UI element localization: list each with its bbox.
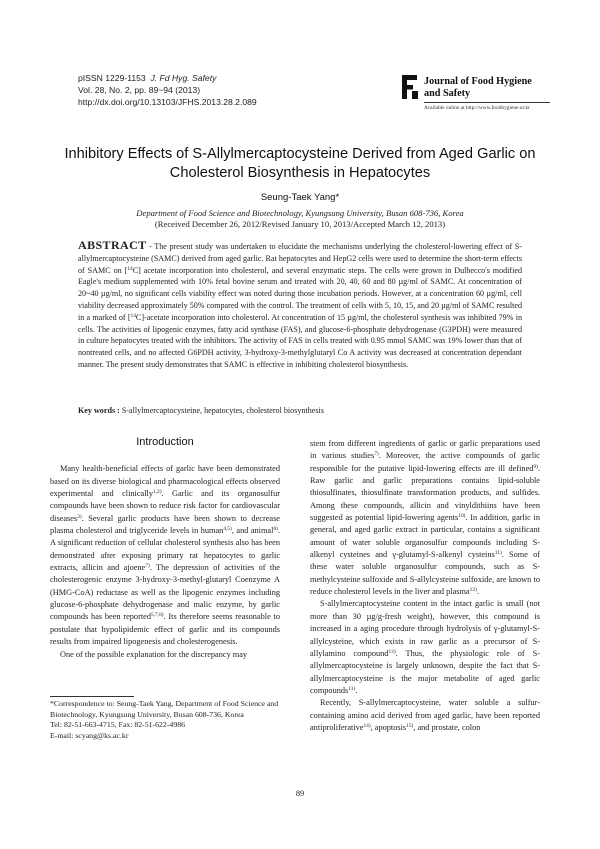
body-text: . Its therefore seems reasonable to postulate that hypolipidemic effect of garlic and its compounds results from impaired lipogenesis and cholesterogenesis. (50, 612, 281, 647)
body-text: . In addition, garlic in general, and aged garlic extract in particular, contains a significant amount of water soluble organosulfur compounds including S-alkenyl cysteines and γ-glutamyl-S-alkenyl cysteins (310, 513, 541, 560)
body-text: . Raw garlic and garlic preparations contains lipid-soluble thiosulfinates, thiosulfinate transformation products, and sulfides. Among these compounds, allicin and vinyldithiins have been suggested as potential lipid-lowering agents (310, 463, 540, 523)
citation-ref: 14) (363, 722, 371, 729)
journal-logo (400, 72, 550, 114)
citation-ref: 10) (458, 513, 466, 520)
body-text: Many health-beneficial effects of garlic have been demonstrated based on its diverse biological and pharmacological effects observed experimental and clinically (50, 464, 280, 499)
body-text: Recently, S-allylmercaptocysteine, water soluble a sulfur-containing amino acid derived from aged garlic, have been reported antiproliferative (310, 698, 540, 732)
keywords-label: Key words : (78, 406, 120, 415)
body-text: . Garlic and its organosulfur compounds have been shown to reduce risk factor for cardiovascular diseases (50, 489, 280, 523)
author-name: Seung-Taek Yang* (260, 192, 340, 203)
citation-ref: 4,5) (223, 526, 232, 533)
doi-link[interactable]: http://dx.doi.org/10.13103/JFHS.2013.28.2.089 (78, 97, 257, 107)
citation-ref: 11) (348, 685, 356, 692)
citation-ref: 1,2) (152, 489, 162, 496)
footnote-email[interactable]: E-mail: scyang@ks.ac.kr (50, 730, 129, 740)
submission-dates: (Received December 26, 2012/Revised January 10, 2013/Accepted March 12, 2013) (154, 219, 446, 229)
footnote-divider (50, 696, 134, 697)
logo-title-line1: Journal of Food Hygiene (424, 76, 532, 87)
body-text: , and prostate, colon (413, 722, 481, 732)
citation-ref: 11) (494, 550, 502, 557)
body-text: S-allylmercaptocysteine content in the intact garlic is small (not more than 30 µg/g-fresh weight), however, this compound is increased in a aging procedure through hydrolysis of γ-glutamyl-S-allylcysteine, which exists in raw garlic as a precursor of S-allylamino compound (310, 599, 540, 658)
abstract-text-1: - The present study was undertaken to elucidate the mechanisms underlying the cholesterol-lowering effect of S-allylmercaptocysteine (SAMC) derived from aged garlic. Rat hepatocytes and HepG2 cells were used to determine the short-term effects of SAMC on [ (78, 242, 522, 275)
citation-ref: 7) (145, 563, 150, 570)
logo-title-line2: and Safety (424, 87, 471, 99)
body-text: . The depression of activities of the cholesterogenic enzyme 3-hydroxy-3-methyl-glutaryl Coenzyme A (HMG-CoA) reductase as well as the lipogenic enzymes including glucose-6-phosphate dehydrogenase and malic enzyme, by garlic compounds has been reported (50, 563, 280, 622)
footnote-correspondence: *Correspondence to: Seung-Taek Yang, Department of Food Science and Biotechnology, Kyungsung University, Busan 608-736, Korea (50, 699, 279, 719)
title-line-1: Inhibitory Effects of S-Allylmercaptocysteine Derived from Aged Garlic on (64, 146, 536, 162)
footnote-phone: Tel: 82-51-663-4715, Fax: 82-51-622-4986 (50, 720, 186, 730)
citation-ref: 12) (469, 587, 477, 594)
issn: pISSN 1229-1153 (78, 73, 146, 83)
body-text: stem from different ingredients of garlic or garlic preparations used in various studies (310, 439, 540, 461)
body-text: . Some of these water soluble organosulfur compounds, such as S-methylcysteine sulfoxide and S-allylcysteine sulfoxide, are known to reduce cholesterol levels in the liver and plasma (310, 550, 540, 597)
journal-header-info (78, 72, 257, 108)
abstract (78, 240, 522, 371)
citation-ref: 5,7,8) (150, 612, 164, 619)
page-number: 89 (295, 789, 305, 798)
abstract-text-2: C] acetate incorporation into cholesterol, and several enzymatic steps. The cells were grown in Dulbecco's modified Eagle's medium supplemented with 10% fetal bovine serum and treated with 20, 40, 60 and 80 µg/ml of SAMC. At concentration of 20~40 µg/ml, no significant cells viability effect was noted during those incubation periods. However, at a concentration 60 µg/ml, cell viability decreased approximately 50% compared with the control. The treatment of cells with 5, 10, 15, and 20 µg/ml of SAMC resulted in a marked of [ (78, 265, 523, 322)
isotope-superscript: 14 (130, 312, 136, 319)
intro-paragraph (310, 598, 540, 697)
volume-line: Vol. 28, No. 2, pp. 89~94 (2013) (78, 85, 201, 95)
logo-divider (424, 102, 550, 103)
body-text: . (355, 685, 358, 695)
citation-ref: 13) (388, 648, 396, 655)
correspondence-footnote (50, 699, 280, 741)
logo-website: Available online at http://www.foodhygiene.or.kr (424, 105, 530, 111)
section-heading-introduction: Introduction (136, 436, 194, 448)
abstract-heading: ABSTRACT (78, 238, 147, 252)
citation-ref: 6) (273, 526, 278, 533)
journal-abbrev: J. Fd Hyg. Safety (150, 73, 217, 83)
title-line-2: Cholesterol Biosynthesis in Hepatocytes (169, 165, 431, 181)
keywords-text: S-allylmercaptocysteine, hepatocytes, cholesterol biosynthesis (119, 406, 324, 415)
isotope-superscript: 14 (127, 265, 133, 272)
body-text: . A significant reduction of cellular cholesterol synthesis also has been demonstrated after exposing primary rat hepatocytes to garlic extracts, allicin and ajoene (50, 526, 281, 573)
body-text: , and animal (231, 526, 274, 536)
body-text: . Several garlic products have been shown to decrease plasma cholesterol and triglyceride levels in human (50, 513, 280, 536)
body-column-left (50, 434, 280, 661)
citation-ref: 3) (77, 513, 82, 520)
body-text: . (476, 587, 479, 597)
abstract-text-3: C]-acetate incorporation into cholesterol. At concentration of 15 µg/ml, the cholesterol synthesis was inhibited 79% in cells. The activities of lipogenic enzymes, fatty acid synthase (FAS), and glucose-6-phosphate dehydrogenase (G3PDH) were measured in culture hepatocytes treated with the inhibitors. The activity of FAS in cells treated with 0.95 mmol SAMC was 19% lower than that of nontreated cells, and no affected G6PDH activity, 3-hydroxy-3-methylglutaryl Co A activity was decreased at concentration dependant manner. The present study demonstrates that SAMC is effective in inhibiting cholesterol biosynthesis. (78, 312, 522, 369)
body-text: . Moreover, the active compounds of garlic responsible for the putative lipid-lowering effects are ill defined (310, 451, 540, 473)
keywords (78, 406, 522, 415)
intro-paragraph (310, 697, 540, 734)
body-text: , apoptosis (370, 722, 407, 732)
journal-logo-icon (400, 74, 420, 100)
intro-paragraph (50, 463, 280, 648)
intro-paragraph: One of the possible explanation for the discrepancy may (60, 649, 248, 659)
article-title (40, 145, 560, 183)
body-text: . Thus, the physiologic role of S-allylmercaptocysteine is largely unknown, despite the fact that S-allylmercaptocysteine is the major metabolite of aged garlic compounds (310, 648, 540, 695)
citation-ref: 15) (406, 722, 414, 729)
author-affiliation: Department of Food Science and Biotechnology, Kyungsung University, Busan 608-736, Korea (136, 208, 464, 218)
citation-ref: 7) (374, 451, 379, 458)
intro-paragraph (310, 438, 540, 598)
citation-ref: 9) (533, 463, 538, 470)
body-column-right (310, 438, 540, 734)
